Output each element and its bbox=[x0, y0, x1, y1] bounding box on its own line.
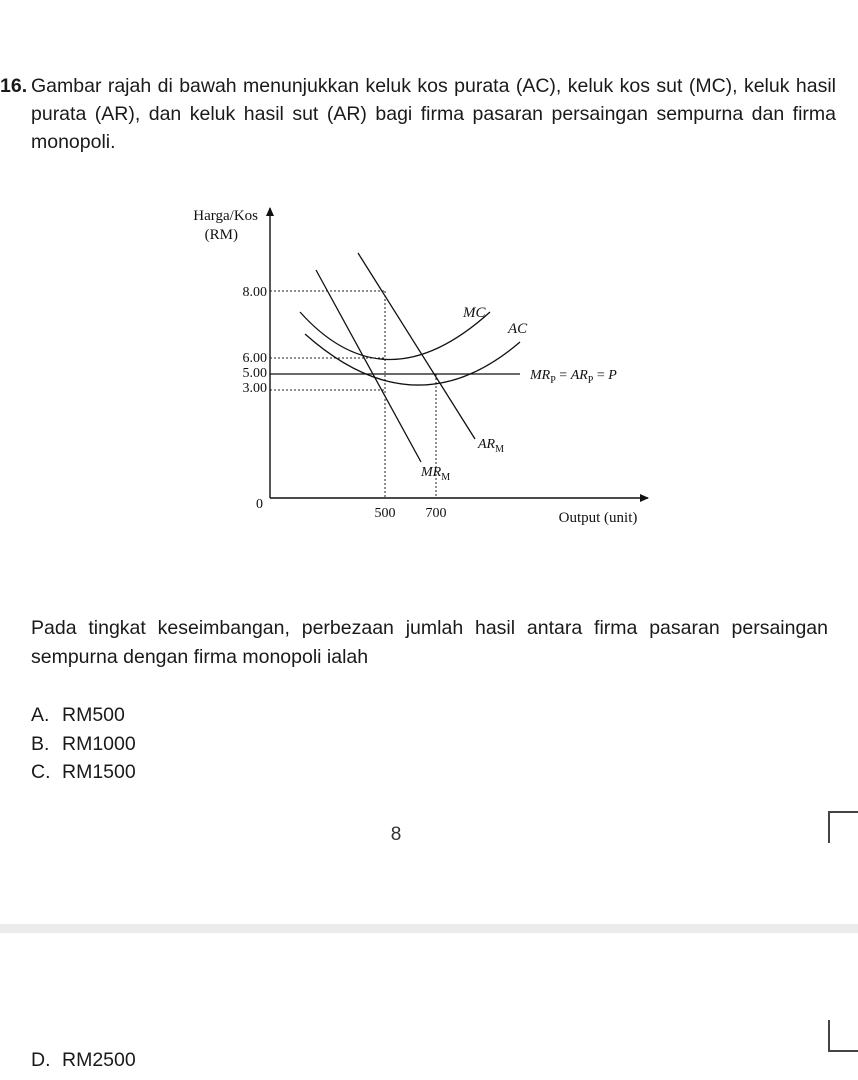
diagram-svg bbox=[170, 192, 660, 532]
option-c[interactable] bbox=[31, 758, 136, 786]
question-number: 16. bbox=[0, 75, 28, 97]
page-divider bbox=[0, 924, 858, 933]
option-a[interactable] bbox=[31, 701, 125, 729]
option-label: B. bbox=[31, 733, 50, 755]
mr-monopoly-label: $MR_M$ bbox=[421, 465, 451, 483]
ac-curve bbox=[305, 334, 520, 385]
x-axis-label: Output (unit) bbox=[558, 510, 638, 526]
mr-ar-p-label: $MR_P = AR_P = P$ bbox=[530, 368, 617, 386]
option-text: RM1500 bbox=[62, 761, 136, 783]
mr-monopoly-curve bbox=[316, 270, 421, 462]
question-prompt: Pada tingkat keseimbangan, perbezaan jumlah hasil antara firma pasaran persaingan sempurna dengan firma monopoli ialah bbox=[31, 617, 828, 668]
option-text: RM1000 bbox=[62, 733, 136, 755]
cost-revenue-diagram bbox=[170, 192, 660, 532]
y-axis-unit: (RM) bbox=[204, 227, 238, 243]
y-tick-label: 3.00 bbox=[242, 381, 267, 396]
option-label: A. bbox=[31, 704, 50, 726]
option-text: RM2500 bbox=[62, 1049, 136, 1071]
x-tick-label: 700 bbox=[425, 506, 447, 521]
ar-monopoly-label: $AR_M$ bbox=[478, 437, 505, 455]
ar-monopoly-curve bbox=[358, 253, 475, 439]
x-tick-label: 500 bbox=[374, 506, 396, 521]
y-tick-label: 5.00 bbox=[242, 366, 267, 381]
question-text: Gambar rajah di bawah menunjukkan keluk kos purata (AC), keluk kos sut (MC), keluk hasil purata (AR), dan keluk hasil sut (AR) bagi firma pasaran persaingan sempurna dan firma monopoli. bbox=[31, 75, 836, 153]
page-number: 8 bbox=[390, 824, 402, 845]
option-label: C. bbox=[31, 761, 51, 783]
option-b[interactable] bbox=[31, 730, 136, 758]
ac-label: AC bbox=[508, 321, 528, 337]
y-tick-label: 6.00 bbox=[242, 351, 267, 366]
option-text: RM500 bbox=[62, 704, 125, 726]
crop-mark-bottom bbox=[828, 1020, 858, 1052]
mc-label: MC bbox=[463, 305, 486, 321]
y-tick-label: 8.00 bbox=[242, 285, 267, 300]
crop-mark-top bbox=[828, 811, 858, 843]
question-block bbox=[0, 72, 836, 156]
y-axis-label: Harga/Kos bbox=[193, 208, 258, 224]
origin-label: 0 bbox=[256, 497, 263, 512]
option-d[interactable] bbox=[31, 1046, 136, 1074]
option-label: D. bbox=[31, 1049, 51, 1071]
